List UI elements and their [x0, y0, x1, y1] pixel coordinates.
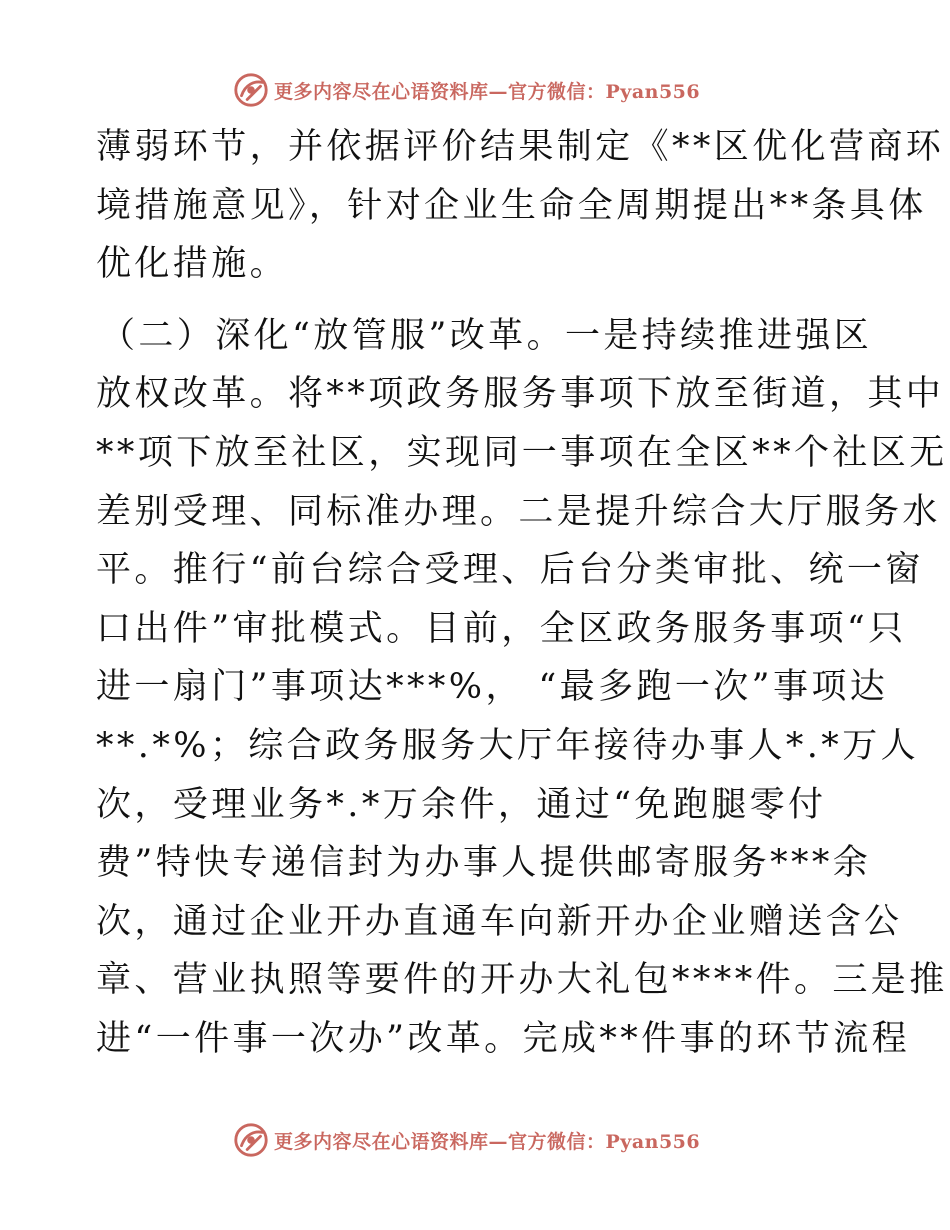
- text-line: 薄弱环节，并依据评价结果制定《**区优化营商环: [96, 127, 945, 167]
- text-line: 次，通过企业开办直通车向新开办企业赠送含公: [96, 901, 903, 942]
- text-line: 章、营业执照等要件的开办大礼包****件。三是推: [96, 960, 948, 1001]
- seal-logo-icon: [232, 1121, 270, 1159]
- text-line: 次，受理业务*.*万余件，通过“免跑腿零付: [96, 784, 827, 825]
- document-body: [96, 118, 948, 1069]
- text-line: 优化措施。: [96, 244, 289, 285]
- text-line: 放权改革。将**项政务服务事项下放至街道，其中: [96, 374, 945, 415]
- text-line: 进一扇门”事项达***%， “最多跑一次”事项达: [96, 667, 889, 708]
- text-line: 进“一件事一次办”改革。完成**件事的环节流程: [96, 1018, 910, 1059]
- section-heading-line: （二）深化“放管服”改革。一是持续推进强区: [100, 315, 873, 356]
- seal-logo-icon: [232, 71, 270, 109]
- text-line: 境措施意见》，针对企业生命全周期提出**条具体: [96, 185, 927, 226]
- text-line: 平。推行“前台综合受理、后台分类审批、统一窗: [96, 550, 924, 591]
- watermark-text: 更多内容尽在心语资料库—官方微信：Pyan556: [274, 1130, 701, 1153]
- watermark-footer: [232, 1120, 732, 1160]
- text-line: 口出件”审批模式。目前，全区政务服务事项“只: [96, 608, 907, 649]
- text-line: 差别受理、同标准办理。二是提升综合大厅服务水: [96, 491, 941, 532]
- text-line: 费”特快专递信封为办事人提供邮寄服务***余: [96, 843, 872, 884]
- watermark-header: [232, 70, 732, 110]
- watermark-text: 更多内容尽在心语资料库—官方微信：Pyan556: [274, 80, 701, 103]
- text-line: **.*%；综合政务服务大厅年接待办事人*.*万人: [96, 725, 920, 766]
- text-line: **项下放至社区，实现同一事项在全区**个社区无: [96, 432, 948, 473]
